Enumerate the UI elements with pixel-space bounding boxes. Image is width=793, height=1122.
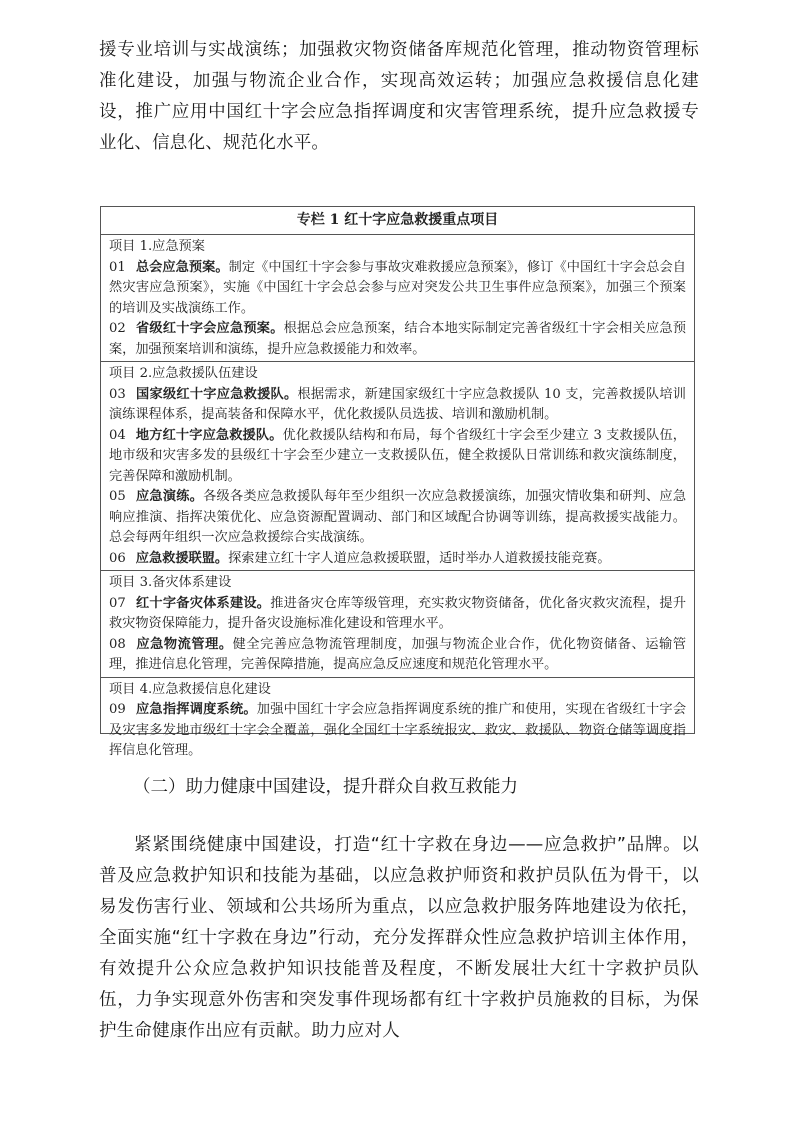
- item-number: 07: [109, 595, 126, 611]
- project-item: [109, 487, 686, 549]
- section-heading: 项目 4.应急救援信息化建设: [109, 681, 271, 697]
- item-text: 各级各类应急救援队每年至少组织一次应急救援演练，加强灾情收集和研判、应急响应推演、指挥决策优化、应急资源配置调动、部门和区域配合协调等训练，提高救援实战能力。总会每两年组织一次应急救援综合实战演练。: [109, 489, 687, 545]
- item-text: 健全完善应急物流管理制度，加强与物流企业合作，优化物资储备、运输管理，推进信息化管理，完善保障措施，提高应急反应速度和规范化管理水平。: [109, 636, 687, 672]
- item-title: 省级红十字会应急预案。: [135, 321, 284, 336]
- item-title: 国家级红十字应急救援队。: [135, 386, 298, 402]
- item-number: 04: [109, 427, 126, 443]
- section-subheading: （二）助力健康中国建设，提升群众自救互救能力: [133, 777, 518, 797]
- project-item: [109, 635, 686, 676]
- section-emergency-plans: [101, 235, 694, 362]
- project-item: [109, 594, 686, 635]
- project-item: [109, 700, 686, 762]
- project-item: [109, 426, 686, 488]
- item-text: 探索建立红十字人道应急救援联盟，适时举办人道救援技能竞赛。: [228, 550, 611, 566]
- section-disaster-preparedness: [101, 571, 694, 678]
- item-number: 02: [109, 321, 126, 336]
- project-item: [109, 319, 686, 360]
- item-text: 根据总会应急预案，结合本地实际制定完善省级红十字会相关应急预案，加强预案培训和演练，提升应急救援能力和效率。: [109, 321, 687, 357]
- section-heading: 项目 1.应急预案: [109, 239, 205, 254]
- item-number: 06: [109, 550, 126, 566]
- project-item: [109, 258, 686, 320]
- item-text: 加强中国红十字会应急指挥调度系统的推广和使用，实现在省级红十字会及灾害多发地市级红十字会全覆盖，强化全国红十字系统报灾、救灾、救援队、物资仓储等调度指挥信息化管理。: [109, 702, 687, 758]
- section-heading: 项目 2.应急救援队伍建设: [109, 366, 258, 381]
- section-rescue-teams: [101, 362, 694, 571]
- box-title: 专栏 1 红十字应急救援重点项目: [101, 207, 694, 235]
- item-title: 红十字备灾体系建设。: [135, 595, 271, 611]
- item-title: 应急指挥调度系统。: [135, 702, 257, 717]
- item-number: 05: [109, 489, 126, 504]
- item-title: 应急演练。: [135, 489, 204, 504]
- project-item: [109, 549, 686, 570]
- body-paragraph: 紧紧围绕健康中国建设，打造“红十字救在身边——应急救护”品牌。以普及应急救护知识和技能为基础，以应急救护师资和救护员队伍为骨干，以易发伤害行业、领域和公共场所为重点，以应急救护服务阵地建设为依托，全面实施“红十字救在身边”行动，充分发挥群众性应急救护培训主体作用，有效提升公众应急救护知识技能普及程度，不断发展壮大红十字救护员队伍，力争实现意外伤害和突发事件现场都有红十字救护员施救的目标，为保护生命健康作出应有贡献。助力应对人: [99, 835, 699, 1041]
- item-number: 01: [109, 259, 126, 275]
- item-number: 03: [109, 386, 126, 402]
- item-title: 应急物流管理。: [135, 636, 233, 652]
- item-title: 总会应急预案。: [135, 259, 229, 275]
- section-informatization: [101, 678, 694, 763]
- item-text: 制定《中国红十字会参与事故灾难救援应急预案》，修订《中国红十字会总会自然灾害应急预案》，实施《中国红十字会总会参与应对突发公共卫生事件应急预案》，加强三个预案的培训及实战演练工作。: [109, 259, 686, 316]
- project-item: [109, 385, 686, 426]
- key-projects-box: [100, 206, 695, 758]
- section-heading: 项目 3.备灾体系建设: [109, 575, 232, 590]
- item-number: 09: [109, 702, 126, 717]
- item-text: 推进备灾仓库等级管理，充实救灾物资储备，优化备灾救灾流程，提升救灾物资保障能力，提升备灾设施标准化建设和管理水平。: [109, 595, 687, 631]
- item-text: 根据需求，新建国家级红十字应急救援队 10 支，完善救援队培训演练课程体系，提高装备和保障水平，优化救援队员选拔、培训和激励机制。: [109, 386, 686, 422]
- item-title: 地方红十字应急救援队。: [135, 427, 283, 443]
- item-number: 08: [109, 636, 126, 652]
- item-title: 应急救援联盟。: [135, 550, 229, 566]
- intro-paragraph: 援专业培训与实战演练；加强救灾物资储备库规范化管理，推动物资管理标准化建设，加强与物流企业合作，实现高效运转；加强应急救援信息化建设，推广应用中国红十字会应急指挥调度和灾害管理系统，提升应急救援专业化、信息化、规范化水平。: [99, 40, 699, 153]
- item-text: 优化救援队结构和布局，每个省级红十字会至少建立 3 支救援队伍，地市级和灾害多发的县级红十字会至少建立一支救援队伍，健全救援队日常训练和救灾演练制度，完善保障和激励机制。: [109, 427, 686, 484]
